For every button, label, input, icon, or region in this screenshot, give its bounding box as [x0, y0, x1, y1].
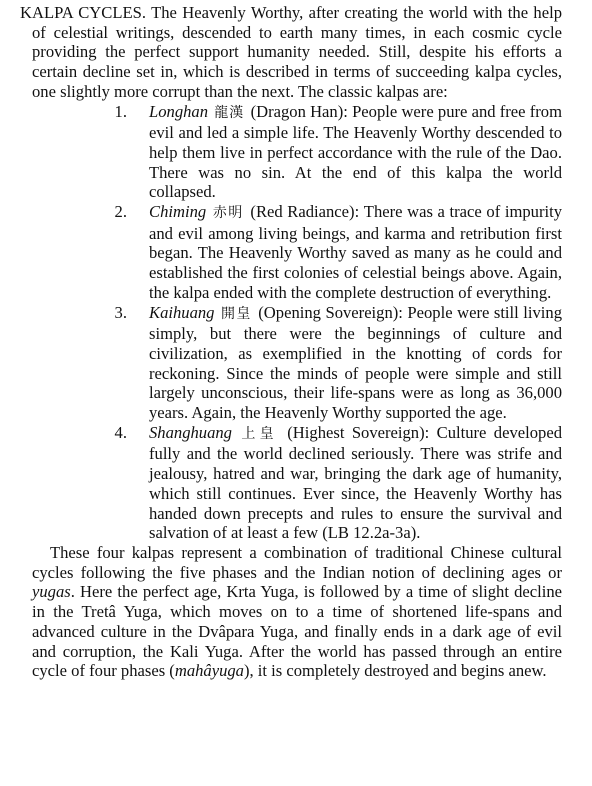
kalpa-item-kaihuang: [32, 303, 562, 423]
list-number: 2.: [114, 202, 127, 222]
kalpa-description: (Highest Sovereign): Culture developed fully and the world declined seriously. There was strife and jealousy, hatred and war, bringing the dark age of humanity, which still continues. Ever since, the Heavenly Worthy has handed down precepts and rules to ensure the survival and salvation of at least a few (LB 12.2a-3a).: [149, 422, 562, 543]
list-number: 1.: [114, 101, 127, 121]
mahayuga-term: mahâyuga: [174, 661, 244, 681]
kalpa-text: [149, 102, 562, 203]
kalpa-item-shanghuang: [32, 423, 562, 543]
closing-text: . Here the perfect age, Krta Yuga, is followed by a time of slight decline in the Tretâ Yuga, which moves on to a time of shortened life-spans and advanced culture in the Dvâpara Yuga, and finally ends in a dark age of evil and corruption, the Kali Yuga. After the world has passed through an entire cycle of four phases (: [32, 582, 562, 681]
kalpa-item-chiming: [32, 202, 562, 303]
intro-paragraph: KALPA CYCLES. The Heavenly Worthy, after creating the world with the help of celestial writings, descended to earth many times, in each cosmic cycle providing the perfect support humanity needed. Still, despite his efforts a certain decline set in, which is described in terms of succeeding kalpa cycles, one slightly more corrupt than the next. The classic kalpas are:: [20, 3, 562, 101]
list-number: 3.: [114, 302, 127, 322]
kalpa-text: [149, 303, 562, 423]
kalpa-description: (Dragon Han): People were pure and free from evil and led a simple life. The Heavenly Worthy descended to help them live in perfect accordance with the rule of the Dao. There was no sin. At the end of this kalpa the world collapsed.: [149, 101, 563, 202]
kalpa-term: Shanghuang: [149, 422, 232, 442]
kalpa-chinese: 龍漢: [214, 104, 245, 121]
kalpa-chinese: 赤明: [212, 205, 244, 222]
kalpa-term: Kaihuang: [149, 302, 215, 322]
kalpa-chinese: 開皇: [221, 305, 252, 322]
kalpa-term: Longhan: [149, 101, 209, 121]
kalpa-term: Chiming: [149, 202, 207, 222]
closing-text: These four kalpas represent a combination of traditional Chinese cultural cycles following the five phases and the Indian notion of declining ages or: [32, 542, 562, 582]
kalpa-list: [32, 102, 562, 543]
kalpa-description: (Red Radiance): There was a trace of impurity and evil among living beings, and karma and retribution first began. The Heavenly Worthy saved as many as he could and established the first colonies of celestial beings above. Again, the kalpa ended with the complete destruction of everything.: [149, 202, 563, 302]
kalpa-chinese: 上皇: [241, 425, 278, 442]
closing-text: ), it is completely destroyed and begins anew.: [243, 661, 547, 681]
kalpa-text: [149, 202, 562, 303]
kalpa-text: [149, 423, 562, 543]
yugas-term: yugas: [32, 582, 71, 602]
kalpa-description: (Opening Sovereign): People were still living simply, but there were the beginnings of culture and civilization, as exemplified in the knotting of cords for reckoning. Since the minds of people were simple and still largely unconscious, their life-spans were as long as 36,000 years. Again, the Heavenly Worthy supported the age.: [149, 302, 563, 423]
kalpa-item-longhan: [32, 102, 562, 203]
list-number: 4.: [114, 422, 127, 442]
closing-paragraph: [32, 543, 562, 681]
